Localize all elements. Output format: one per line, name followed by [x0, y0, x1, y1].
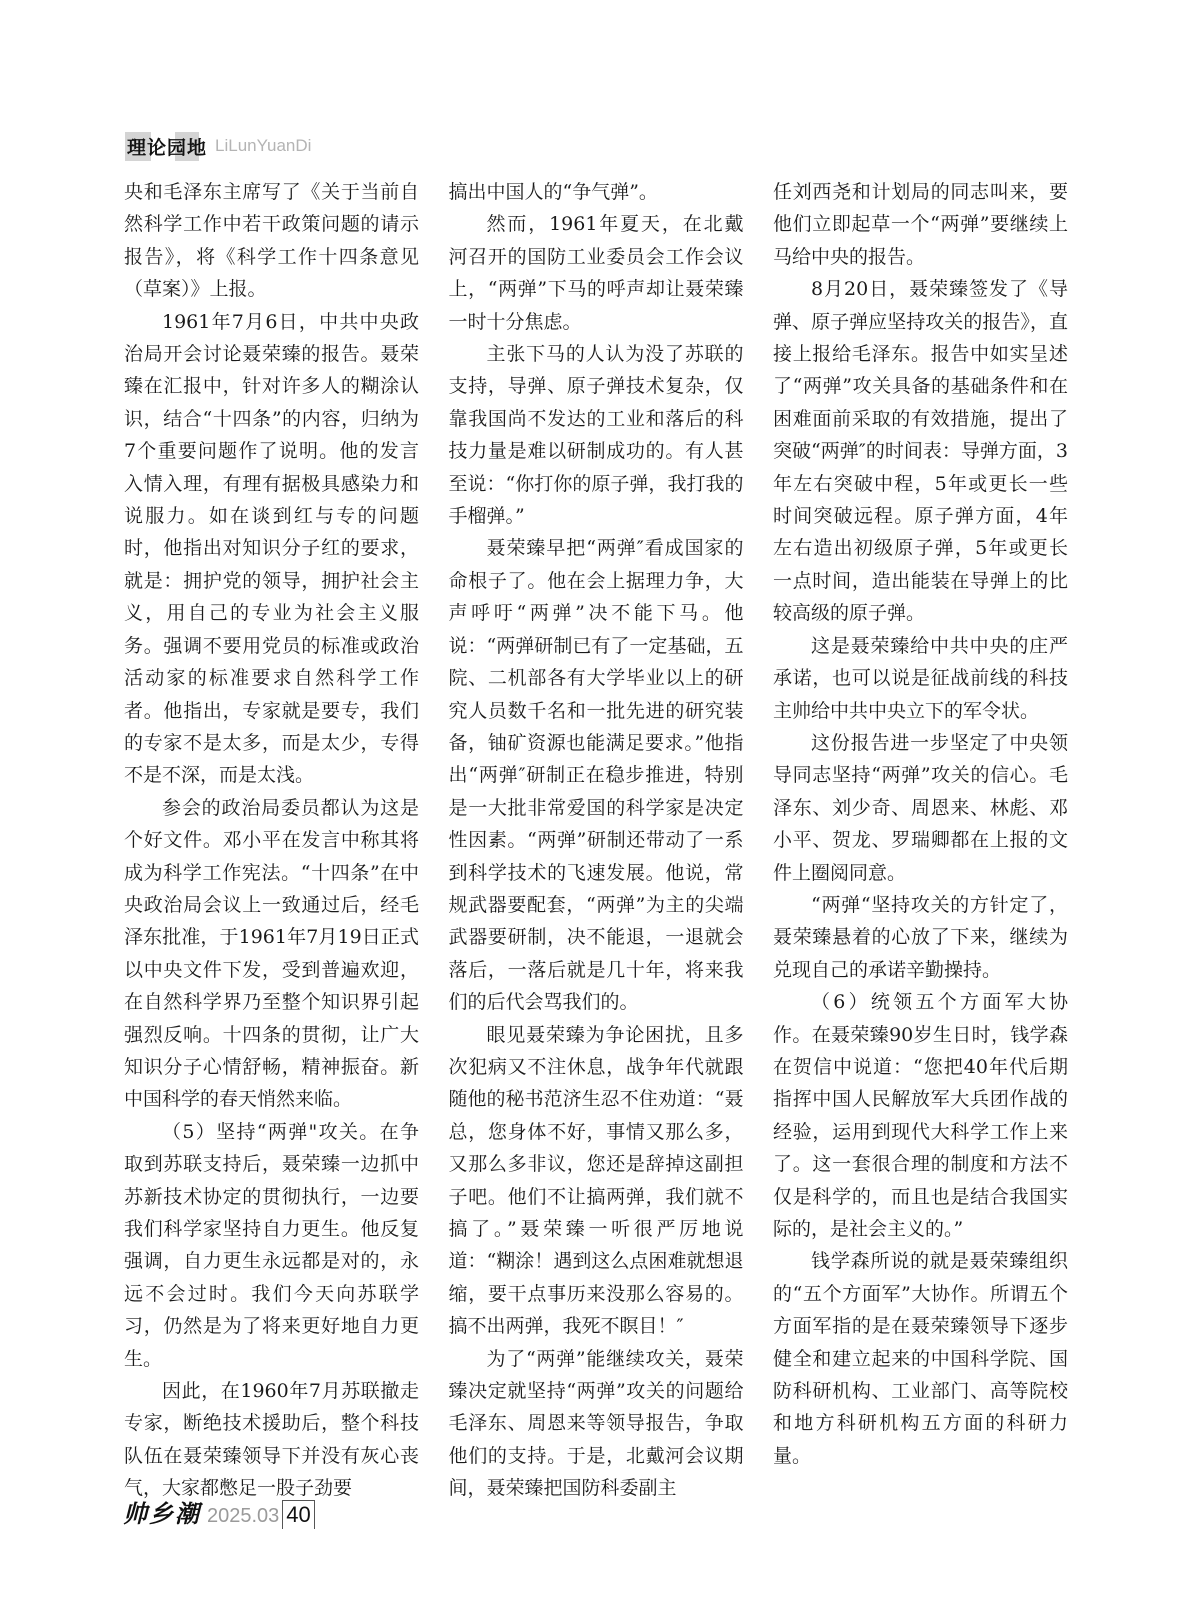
article-paragraph: （6）统领五个方面军大协作。在聂荣臻90岁生日时，钱学森在贺信中说道：“您把40年代后期指挥中国人民解放军大兵团作战的经验，运用到现代大科学工作上来了。这一套很合理的制度和方法不仅是科学的，而且也是结合我国实际的，是社会主义的。”	[773, 991, 1068, 1240]
article-paragraph: 聂荣臻早把“两弹″看成国家的命根子了。他在会上据理力争，大声呼吁“两弹”决不能下马。他说：“两弹研制已有了一定基础，五院、二机部各有大学毕业以上的研究人员数千名和一批先进的研究装备，铀矿资源也能满足要求。”他指出“两弹″研制正在稳步推进，特别是一大批非常爱国的科学家是决定性因素。“两弹”研制还带动了一系到科学技术的飞速发展。他说，常规武器要配套，“两弹”为主的尖端武器要研制，决不能退，一退就会落后，一落后就是几十年，将来我们的后代会骂我们的。	[448, 537, 744, 1014]
article-paragraph: 眼见聂荣臻为争论困扰，且多次犯病又不注休息，战争年代就跟随他的秘书范济生忍不住劝道：“聂总，您身体不好，事情又那么多，又那么多非议，您还是辞掉这副担子吧。他们不让搞两弹，我们就不搞了。”聂荣臻一听很严厉地说道：“糊涂！遇到这么点困难就想退缩，要干点事历来没那么容易的。搞不出两弹，我死不瞑目！″	[448, 1023, 744, 1338]
section-title-cn: 理论园地	[125, 132, 209, 161]
article-paragraph: 然而，1961年夏天，在北戴河召开的国防工业委员会工作会议上，“两弹”下马的呼声却让聂荣臻一时十分焦虑。	[448, 213, 744, 333]
article-column-3	[773, 176, 1068, 1467]
article-paragraph: 这是聂荣臻给中共中央的庄严承诺，也可以说是征战前线的科技主帅给中共中央立下的军令状。	[773, 634, 1068, 722]
magazine-logo: 帅乡潮	[123, 1499, 201, 1528]
article-paragraph: “两弹“坚持攻关的方针定了，聂荣臻悬着的心放了下来，继续为兑现自己的承诺辛勤操持。	[773, 893, 1068, 981]
issue-date: 2025.03	[207, 1505, 280, 1527]
article-paragraph: 1961年7月6日，中共中央政治局开会讨论聂荣臻的报告。聂荣臻在汇报中，针对许多人的糊涂认识，结合“十四条”的内容，归纳为7个重要问题作了说明。他的发言入情入理，有理有据极具感染力和说服力。如在谈到红与专的问题时，他指出对知识分子红的要求，就是：拥护党的领导，拥护社会主义，用自己的专业为社会主义服务。强调不要用党员的标准或政治活动家的标准要求自然科学工作者。他指出，专家就是要专，我们的专家不是太多，而是太少，专得不是不深，而是太浅。	[124, 310, 419, 787]
article-paragraph: （5）坚持“两弹"攻关。在争取到苏联支持后，聂荣臻一边抓中苏新技术协定的贯彻执行，一边要我们科学家坚持自力更生。他反复强调，自力更生永远都是对的，永远不会过时。我们今天向苏联学习，仍然是为了将来更好地自力更生。	[124, 1120, 419, 1370]
page-footer	[123, 1495, 315, 1529]
article-paragraph: 8月20日，聂荣臻签发了《导弹、原子弹应坚持攻关的报告》，直接上报给毛泽东。报告中如实呈述了“两弹”攻关具备的基础条件和在困难面前采取的有效措施，提出了突破“两弹″的时间表：导弹方面，3年左右突破中程，5年或更长一些时间突破远程。原子弹方面，4年左右造出初级原子弹，5年或更长一点时间，造出能装在导弹上的比较高级的原子弹。	[773, 278, 1068, 625]
article-paragraph: 为了“两弹”能继续攻关，聂荣臻决定就坚持“两弹”攻关的问题给毛泽东、周恩来等领导报告，争取他们的支持。于是，北戴河会议期间，聂荣臻把国防科委副主	[448, 1347, 744, 1500]
article-paragraph: 主张下马的人认为没了苏联的支持，导弹、原子弹技术复杂，仅靠我国尚不发达的工业和落后的科技力量是难以研制成功的。有人甚至说：“你打你的原子弹，我打我的手榴弹。”	[448, 343, 744, 528]
section-title-pinyin: LiLunYuanDi	[215, 136, 312, 155]
page-number: 40	[282, 1500, 314, 1529]
section-header	[125, 133, 311, 159]
article-paragraph: 钱学森所说的就是聂荣臻组织的“五个方面军”大协作。所谓五个方面军指的是在聂荣臻领导下逐步健全和建立起来的中国科学院、国防科研机构、工业部门、高等院校和地方科研机构五方面的科研力量。	[773, 1250, 1068, 1467]
article-paragraph: 央和毛泽东主席写了《关于当前自然科学工作中若干政策问题的请示报告》，将《科学工作十四条意见（草案）》上报。	[124, 181, 419, 301]
article-paragraph: 搞出中国人的“争气弹”。	[448, 181, 658, 203]
article-paragraph: 参会的政治局委员都认为这是个好文件。邓小平在发言中称其将成为科学工作宪法。“十四条”在中央政治局会议上一致通过后，经毛泽东批准，于1961年7月19日正式以中央文件下发，受到普遍欢迎，在自然科学界乃至整个知识界引起强烈反响。十四条的贯彻，让广大知识分子心情舒畅，精神振奋。新中国科学的春天悄然来临。	[124, 796, 419, 1111]
article-body	[124, 176, 1068, 1500]
article-paragraph: 因此，在1960年7月苏联撤走专家，断绝技术援助后，整个科技队伍在聂荣臻领导下并没有灰心丧气，大家都憋足一股子劲要	[124, 1380, 419, 1500]
article-paragraph: 任刘西尧和计划局的同志叫来，要他们立即起草一个“两弹”要继续上马给中央的报告。	[773, 181, 1068, 268]
article-column-2	[448, 176, 744, 1500]
article-paragraph: 这份报告进一步坚定了中央领导同志坚持“两弹”攻关的信心。毛泽东、刘少奇、周恩来、林彪、邓小平、贺龙、罗瑞卿都在上报的文件上圈阅同意。	[773, 731, 1068, 884]
article-column-1	[124, 176, 419, 1500]
